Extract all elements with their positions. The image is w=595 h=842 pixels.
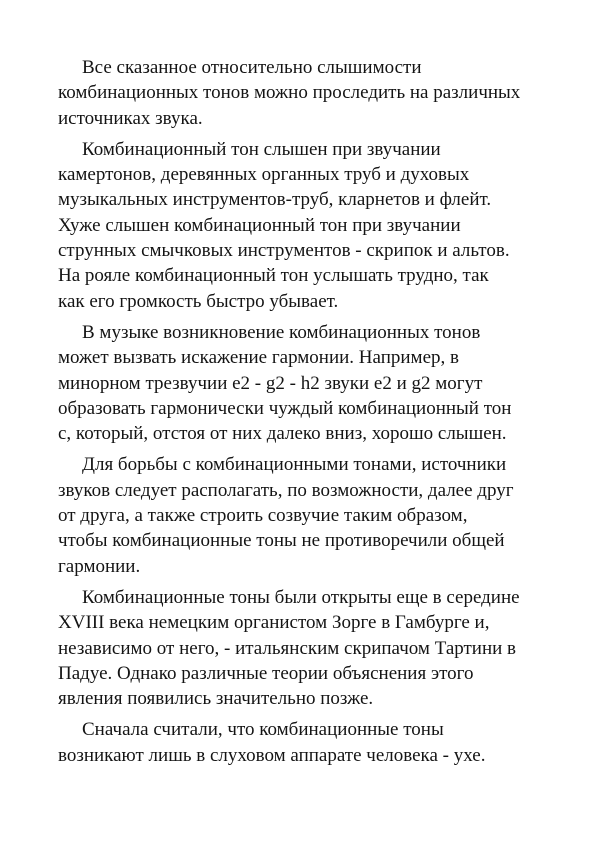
text-line: Комбинационный тон слышен при звучании [82, 138, 441, 160]
paragraph-3 [58, 320, 548, 446]
text-line: Падуе. Однако различные теории объяснения этого [58, 662, 474, 684]
paragraph-5 [58, 585, 548, 711]
text-line: образовать гармонически чуждый комбинационный тон [58, 397, 512, 419]
text-line: источниках звука. [58, 107, 203, 129]
text-line: звуков следует располагать, по возможности, далее друг [58, 479, 514, 501]
text-line: Все сказанное относительно слышимости [82, 57, 422, 78]
text-line: комбинационных тонов можно проследить на различных [58, 82, 521, 104]
text-line: с, который, отстоя от них далеко вниз, хорошо слышен. [58, 423, 507, 445]
text-line: чтобы комбинационные тоны не противоречили общей [58, 530, 505, 552]
text-line: от друга, а также строить созвучие таким образом, [58, 505, 468, 527]
text-line: музыкальных инструментов-труб, кларнетов и флейт. [58, 189, 492, 211]
text-line: минорном трезвучии е2 - g2 - h2 звуки е2 и g2 могут [58, 372, 483, 394]
paragraph-2 [58, 137, 548, 314]
paragraph-4 [58, 452, 548, 578]
text-line: камертонов, деревянных органных труб и духовых [58, 164, 470, 186]
text-line: может вызвать искажение гармонии. Например, в [58, 347, 459, 369]
text-line: XVIII века немецким органистом Зорге в Гамбурге и, [58, 612, 490, 634]
text-line: В музыке возникновение комбинационных тонов [82, 321, 481, 343]
paragraph-6 [58, 717, 548, 768]
text-line: гармонии. [58, 555, 141, 577]
text-line: Хуже слышен комбинационный тон при звучании [58, 214, 461, 236]
text-line: Сначала считали, что комбинационные тоны [82, 719, 444, 741]
text-line: явления появились значительно позже. [58, 688, 374, 710]
paragraph-1 [58, 55, 548, 131]
text-line: Для борьбы с комбинационными тонами, источники [82, 454, 507, 476]
text-line: струнных смычковых инструментов - скрипок и альтов. [58, 240, 510, 262]
text-line: Комбинационные тоны были открыты еще в середине [82, 586, 520, 608]
document-page [58, 55, 548, 774]
text-line: как его громкость быстро убывает. [58, 290, 339, 312]
text-line: возникают лишь в слуховом аппарате человека - ухе. [58, 744, 486, 766]
text-line: На рояле комбинационный тон услышать трудно, так [58, 265, 489, 287]
text-line: независимо от него, - итальянским скрипачом Тартини в [58, 637, 517, 659]
